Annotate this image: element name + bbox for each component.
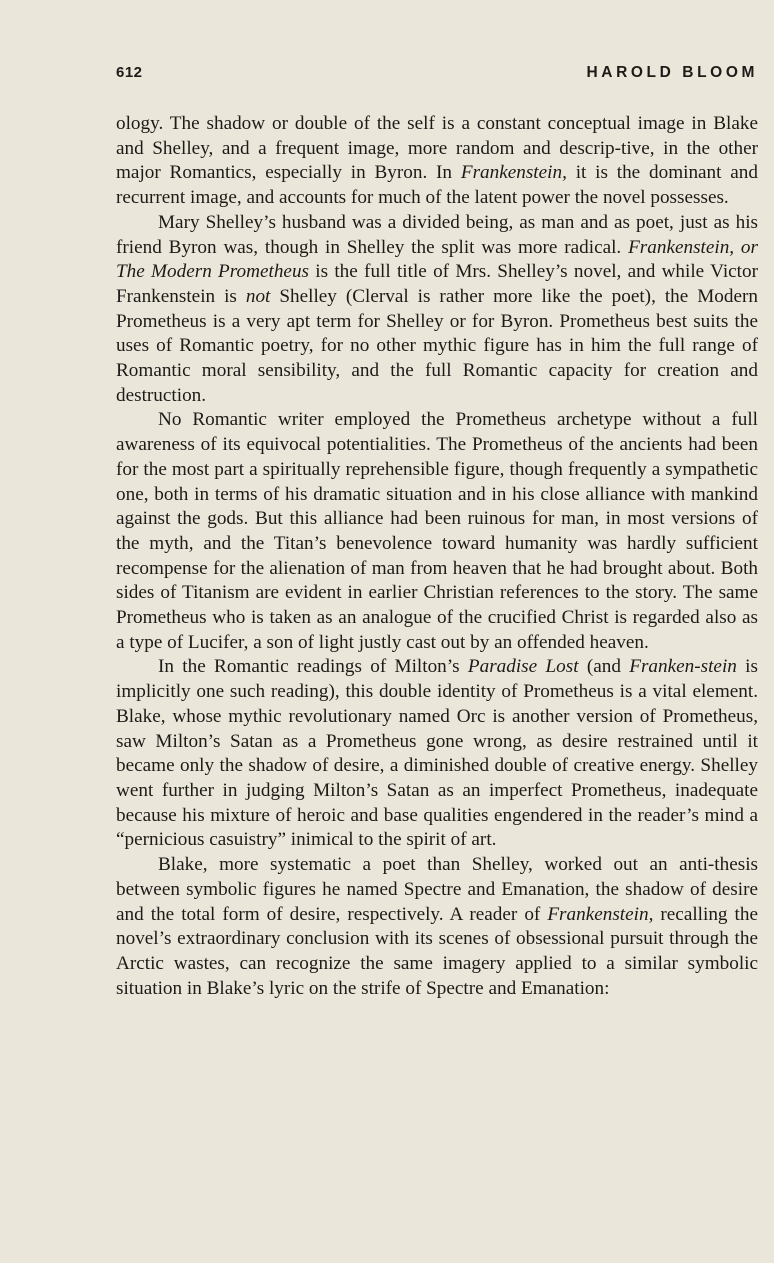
text-run: In the Romantic readings of Milton’s [158,656,468,678]
body-text [116,112,758,1001]
italic-text: Frankenstein, [460,162,567,184]
text-run: ology. The shadow or double of the self is a constant conceptual image in Blake and Shelley, and a frequent image, more random and descrip-tive, in the other major Romantics, especially in Byron. In [116,113,758,184]
paragraph [116,408,758,655]
page-number: 612 [116,64,143,81]
italic-text: Franken-stein [629,656,737,678]
text-run: Blake, more systematic a poet than Shelley, worked out an anti-thesis between symbolic figures he named Spectre and Emanation, the shadow of desire and the total form of desire, respectively. A reader of [116,854,758,925]
text-run: it is the dominant and recurrent image, and accounts for much of the latent power the novel possesses. [116,162,758,209]
paragraph [116,655,758,853]
italic-text: not [245,285,271,307]
italic-text: Paradise Lost [467,656,579,678]
running-head: HAROLD BLOOM [586,64,758,81]
page-header [116,64,758,94]
text-run: No Romantic writer employed the Prometheus archetype without a full awareness of its equivocal potentialities. The Prometheus of the ancients had been for the most part a spiritually reprehensible figure, though frequently a sympathetic one, both in terms of his dramatic situation and in his close alliance with mankind against the gods. But this alliance had been ruinous for man, in most versions of the myth, and the Titan’s benevolence toward humanity was hardly sufficient recompense for the alienation of man from heaven that he had brought about. Both sides of Titanism are evident in earlier Christian references to the story. The same Prometheus who is taken as an analogue of the crucified Christ is regarded also as a type of Lucifer, a son of light justly cast out by an offended heaven. [116,409,758,653]
italic-text: Frankenstein, or The Modern Prometheus [116,236,758,283]
text-run: is implicitly one such reading), this double identity of Prometheus is a vital element. Blake, whose mythic revolutionary named Orc is another version of Prometheus, saw Milton’s Satan as a Prometheus gone wrong, as desire restrained until it became only the shadow of desire, a diminished double of creative energy. Shelley went further in judging Milton’s Satan as an imperfect Prometheus, inadequate because his mixture of heroic and base qualities engendered in the reader’s mind a “pernicious casuistry” inimical to the spirit of art. [116,656,758,851]
text-run: (and [578,656,630,678]
paragraph [116,211,758,409]
paragraph [116,853,758,1001]
italic-text: Frankenstein, [547,903,654,925]
text-run: recalling the novel’s extraordinary conclusion with its scenes of obsessional pursuit through the Arctic wastes, can recognize the same imagery applied to a similar symbolic situation in Blake’s lyric on the strife of Spectre and Emanation: [116,903,758,999]
text-run: is the full title of Mrs. Shelley’s novel, and while Victor Frankenstein is [116,261,758,307]
text-run: Mary Shelley’s husband was a divided being, as man and as poet, just as his friend Byron was, though in Shelley the split was more radical. [116,211,758,258]
text-run: Shelley (Clerval is rather more like the poet), the Modern Prometheus is a very apt term for Shelley or for Byron. Prometheus best suits the uses of Romantic poetry, for no other mythic figure has in him the full range of Romantic moral sensibility, and the full Romantic capacity for creation and destruction. [116,285,758,406]
paragraph [116,112,758,211]
